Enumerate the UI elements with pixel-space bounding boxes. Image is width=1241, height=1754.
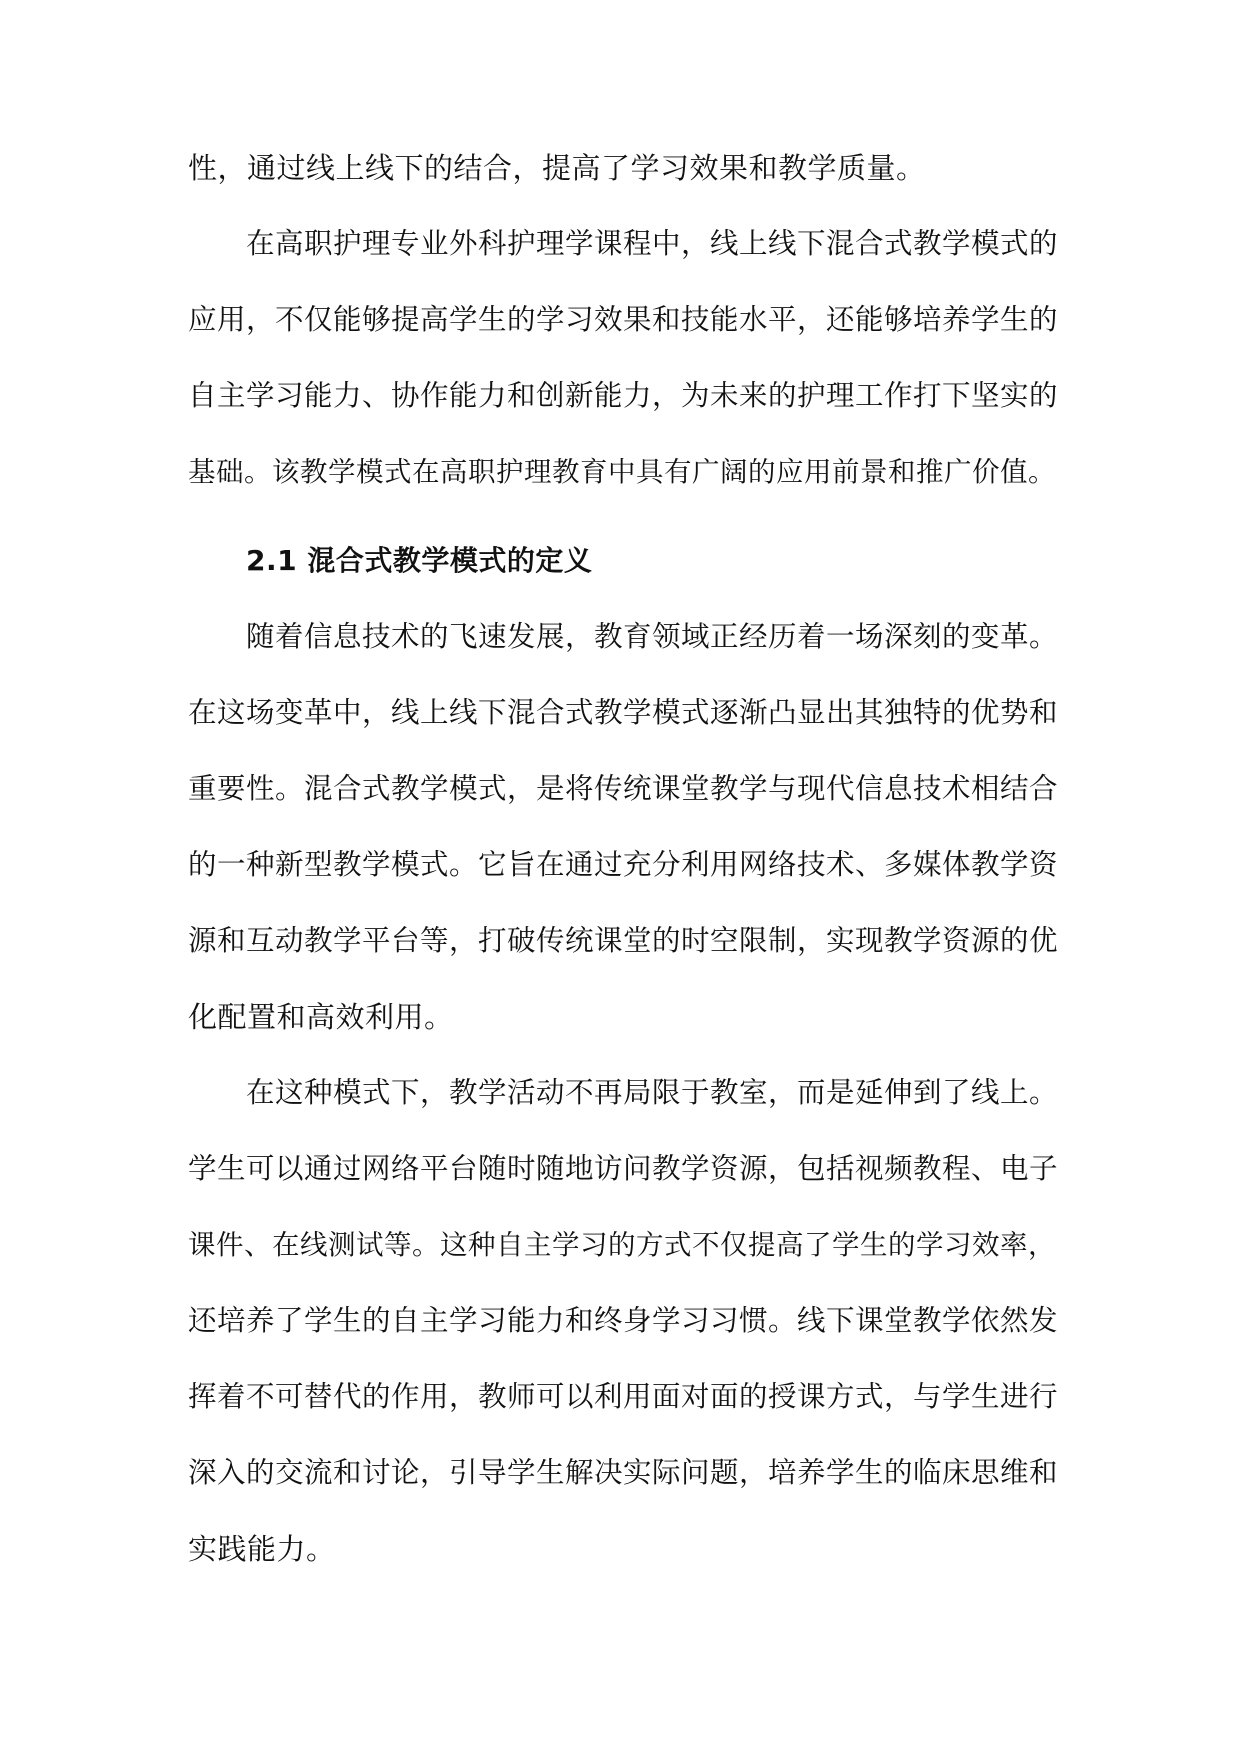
text-line: 深入的交流和讨论，引导学生解决实际问题，培养学生的临床思维和 (188, 1456, 1059, 1489)
text-line: 学生可以通过网络平台随时随地访问教学资源，包括视频教程、电子 (188, 1152, 1059, 1185)
section-heading: 2.1 混合式教学模式的定义 (246, 544, 593, 577)
text-line: 在这场变革中，线上线下混合式教学模式逐渐凸显出其独特的优势和 (188, 696, 1059, 729)
text-line: 性，通过线上线下的结合，提高了学习效果和教学质量。 (188, 151, 926, 185)
text-line: 自主学习能力、协作能力和创新能力，为未来的护理工作打下坚实的 (188, 379, 1059, 412)
text-line: 的一种新型教学模式。它旨在通过充分利用网络技术、多媒体教学资 (188, 848, 1059, 881)
paragraph-first-line: 在高职护理专业外科护理学课程中，线上线下混合式教学模式的 (246, 227, 1059, 260)
text-line: 挥着不可替代的作用，教师可以利用面对面的授课方式，与学生进行 (188, 1380, 1059, 1413)
text-line: 还培养了学生的自主学习能力和终身学习习惯。线下课堂教学依然发 (188, 1304, 1059, 1337)
paragraph-first-line: 随着信息技术的飞速发展，教育领域正经历着一场深刻的变革。 (246, 620, 1059, 653)
text-line: 基础。该教学模式在高职护理教育中具有广阔的应用前景和推广价值。 (188, 456, 1056, 488)
text-line: 课件、在线测试等。这种自主学习的方式不仅提高了学生的学习效率， (188, 1229, 1056, 1261)
text-line: 化配置和高效利用。 (188, 1000, 454, 1034)
paragraph-first-line: 在这种模式下，教学活动不再局限于教室，而是延伸到了线上。 (246, 1076, 1059, 1109)
text-line: 源和互动教学平台等，打破传统课堂的时空限制，实现教学资源的优 (188, 924, 1059, 957)
text-line: 实践能力。 (188, 1532, 336, 1566)
text-line: 重要性。混合式教学模式，是将传统课堂教学与现代信息技术相结合 (188, 772, 1059, 805)
text-line: 应用，不仅能够提高学生的学习效果和技能水平，还能够培养学生的 (188, 303, 1059, 336)
